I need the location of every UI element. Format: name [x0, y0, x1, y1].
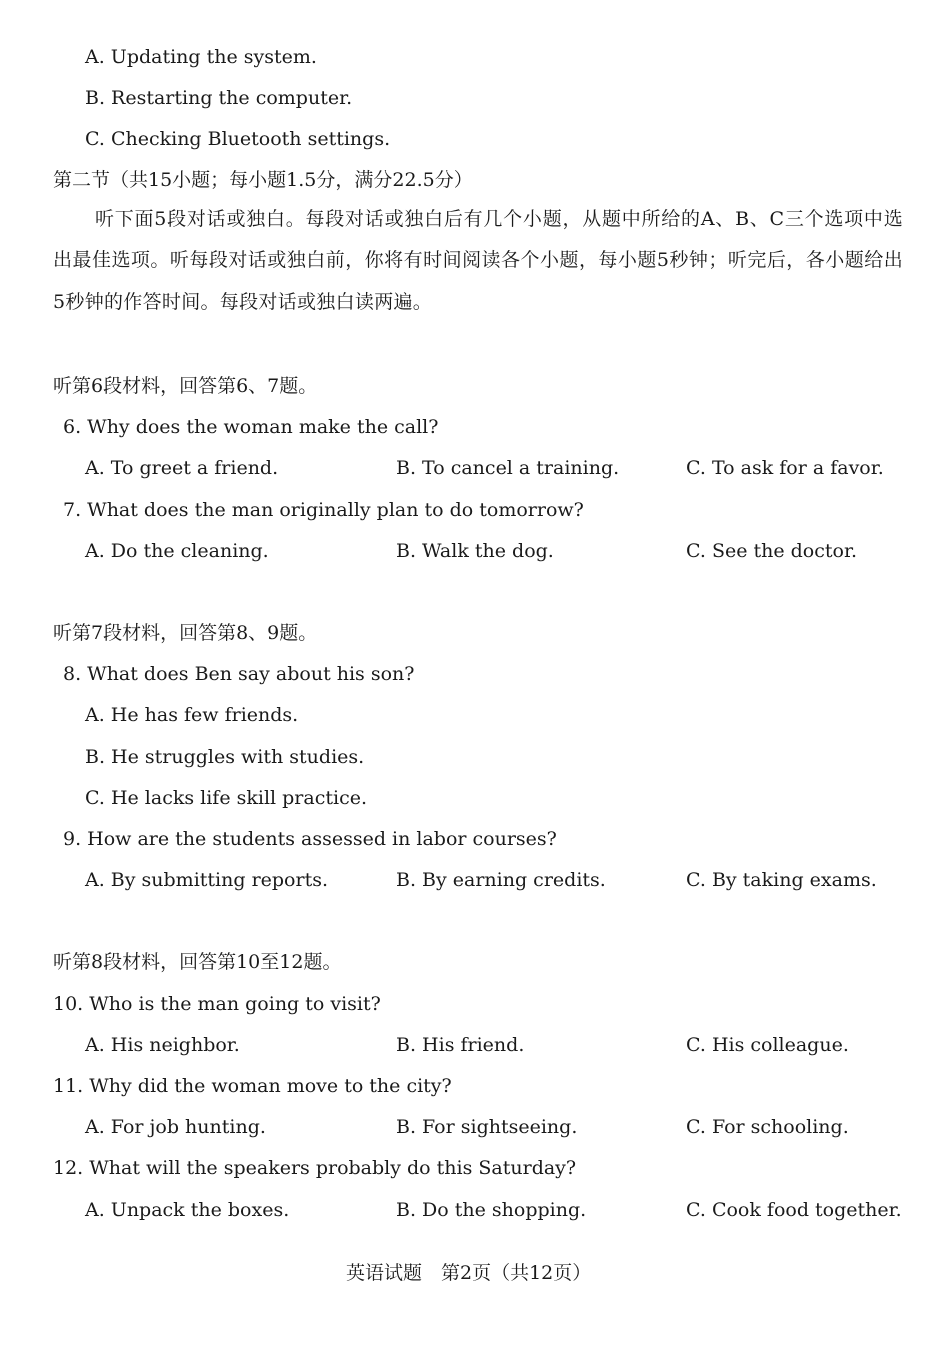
prev-option-a: A. Updating the system. — [85, 46, 317, 68]
question-stem: 7. What does the man originally plan to do tomorrow? — [63, 499, 584, 521]
question-stem: 12. What will the speakers probably do this Saturday? — [53, 1157, 577, 1179]
option-b: B. To cancel a training. — [396, 457, 620, 479]
option-b: B. For sightseeing. — [396, 1116, 578, 1138]
option-a: A. Do the cleaning. — [85, 540, 269, 562]
option-b: B. He struggles with studies. — [85, 746, 365, 768]
option-c: C. Cook food together. — [686, 1199, 902, 1221]
group-heading: 听第7段材料，回答第8、9题。 — [53, 622, 318, 644]
option-b: B. Do the shopping. — [396, 1199, 587, 1221]
group-heading: 听第8段材料，回答第10至12题。 — [53, 951, 342, 973]
option-c: C. For schooling. — [686, 1116, 849, 1138]
option-a: A. For job hunting. — [85, 1116, 266, 1138]
question-stem: 8. What does Ben say about his son? — [63, 663, 415, 685]
question-stem: 9. How are the students assessed in labor courses? — [63, 828, 557, 850]
option-c: C. His colleague. — [686, 1034, 849, 1056]
option-c: C. He lacks life skill practice. — [85, 787, 367, 809]
option-c: C. By taking exams. — [686, 869, 877, 891]
instructions-paragraph: 听下面5段对话或独白。每段对话或独白后有几个小题，从题中所给的A、B、C三个选项中选出最佳选项。听每段对话或独白前，你将有时间阅读各个小题，每小题5秒钟；听完后，各小题给出5秒钟的作答时间。每段对话或独白读两遍。 — [53, 208, 903, 313]
question-stem: 10. Who is the man going to visit? — [53, 993, 381, 1015]
option-c: C. See the doctor. — [686, 540, 857, 562]
option-a: A. His neighbor. — [85, 1034, 240, 1056]
option-c: C. To ask for a favor. — [686, 457, 884, 479]
option-a: A. To greet a friend. — [85, 457, 279, 479]
option-b: B. His friend. — [396, 1034, 525, 1056]
question-stem: 6. Why does the woman make the call? — [63, 416, 439, 438]
option-a: A. Unpack the boxes. — [85, 1199, 290, 1221]
option-b: B. By earning credits. — [396, 869, 606, 891]
option-b: B. Walk the dog. — [396, 540, 554, 562]
option-a: A. He has few friends. — [85, 704, 299, 726]
prev-option-c: C. Checking Bluetooth settings. — [85, 128, 391, 150]
option-a: A. By submitting reports. — [85, 869, 329, 891]
page-footer: 英语试题 第2页（共12页） — [346, 1262, 592, 1284]
prev-option-b: B. Restarting the computer. — [85, 87, 353, 109]
group-heading: 听第6段材料，回答第6、7题。 — [53, 375, 318, 397]
section-title: 第二节（共15小题；每小题1.5分，满分22.5分） — [53, 169, 473, 191]
question-stem: 11. Why did the woman move to the city? — [53, 1075, 452, 1097]
